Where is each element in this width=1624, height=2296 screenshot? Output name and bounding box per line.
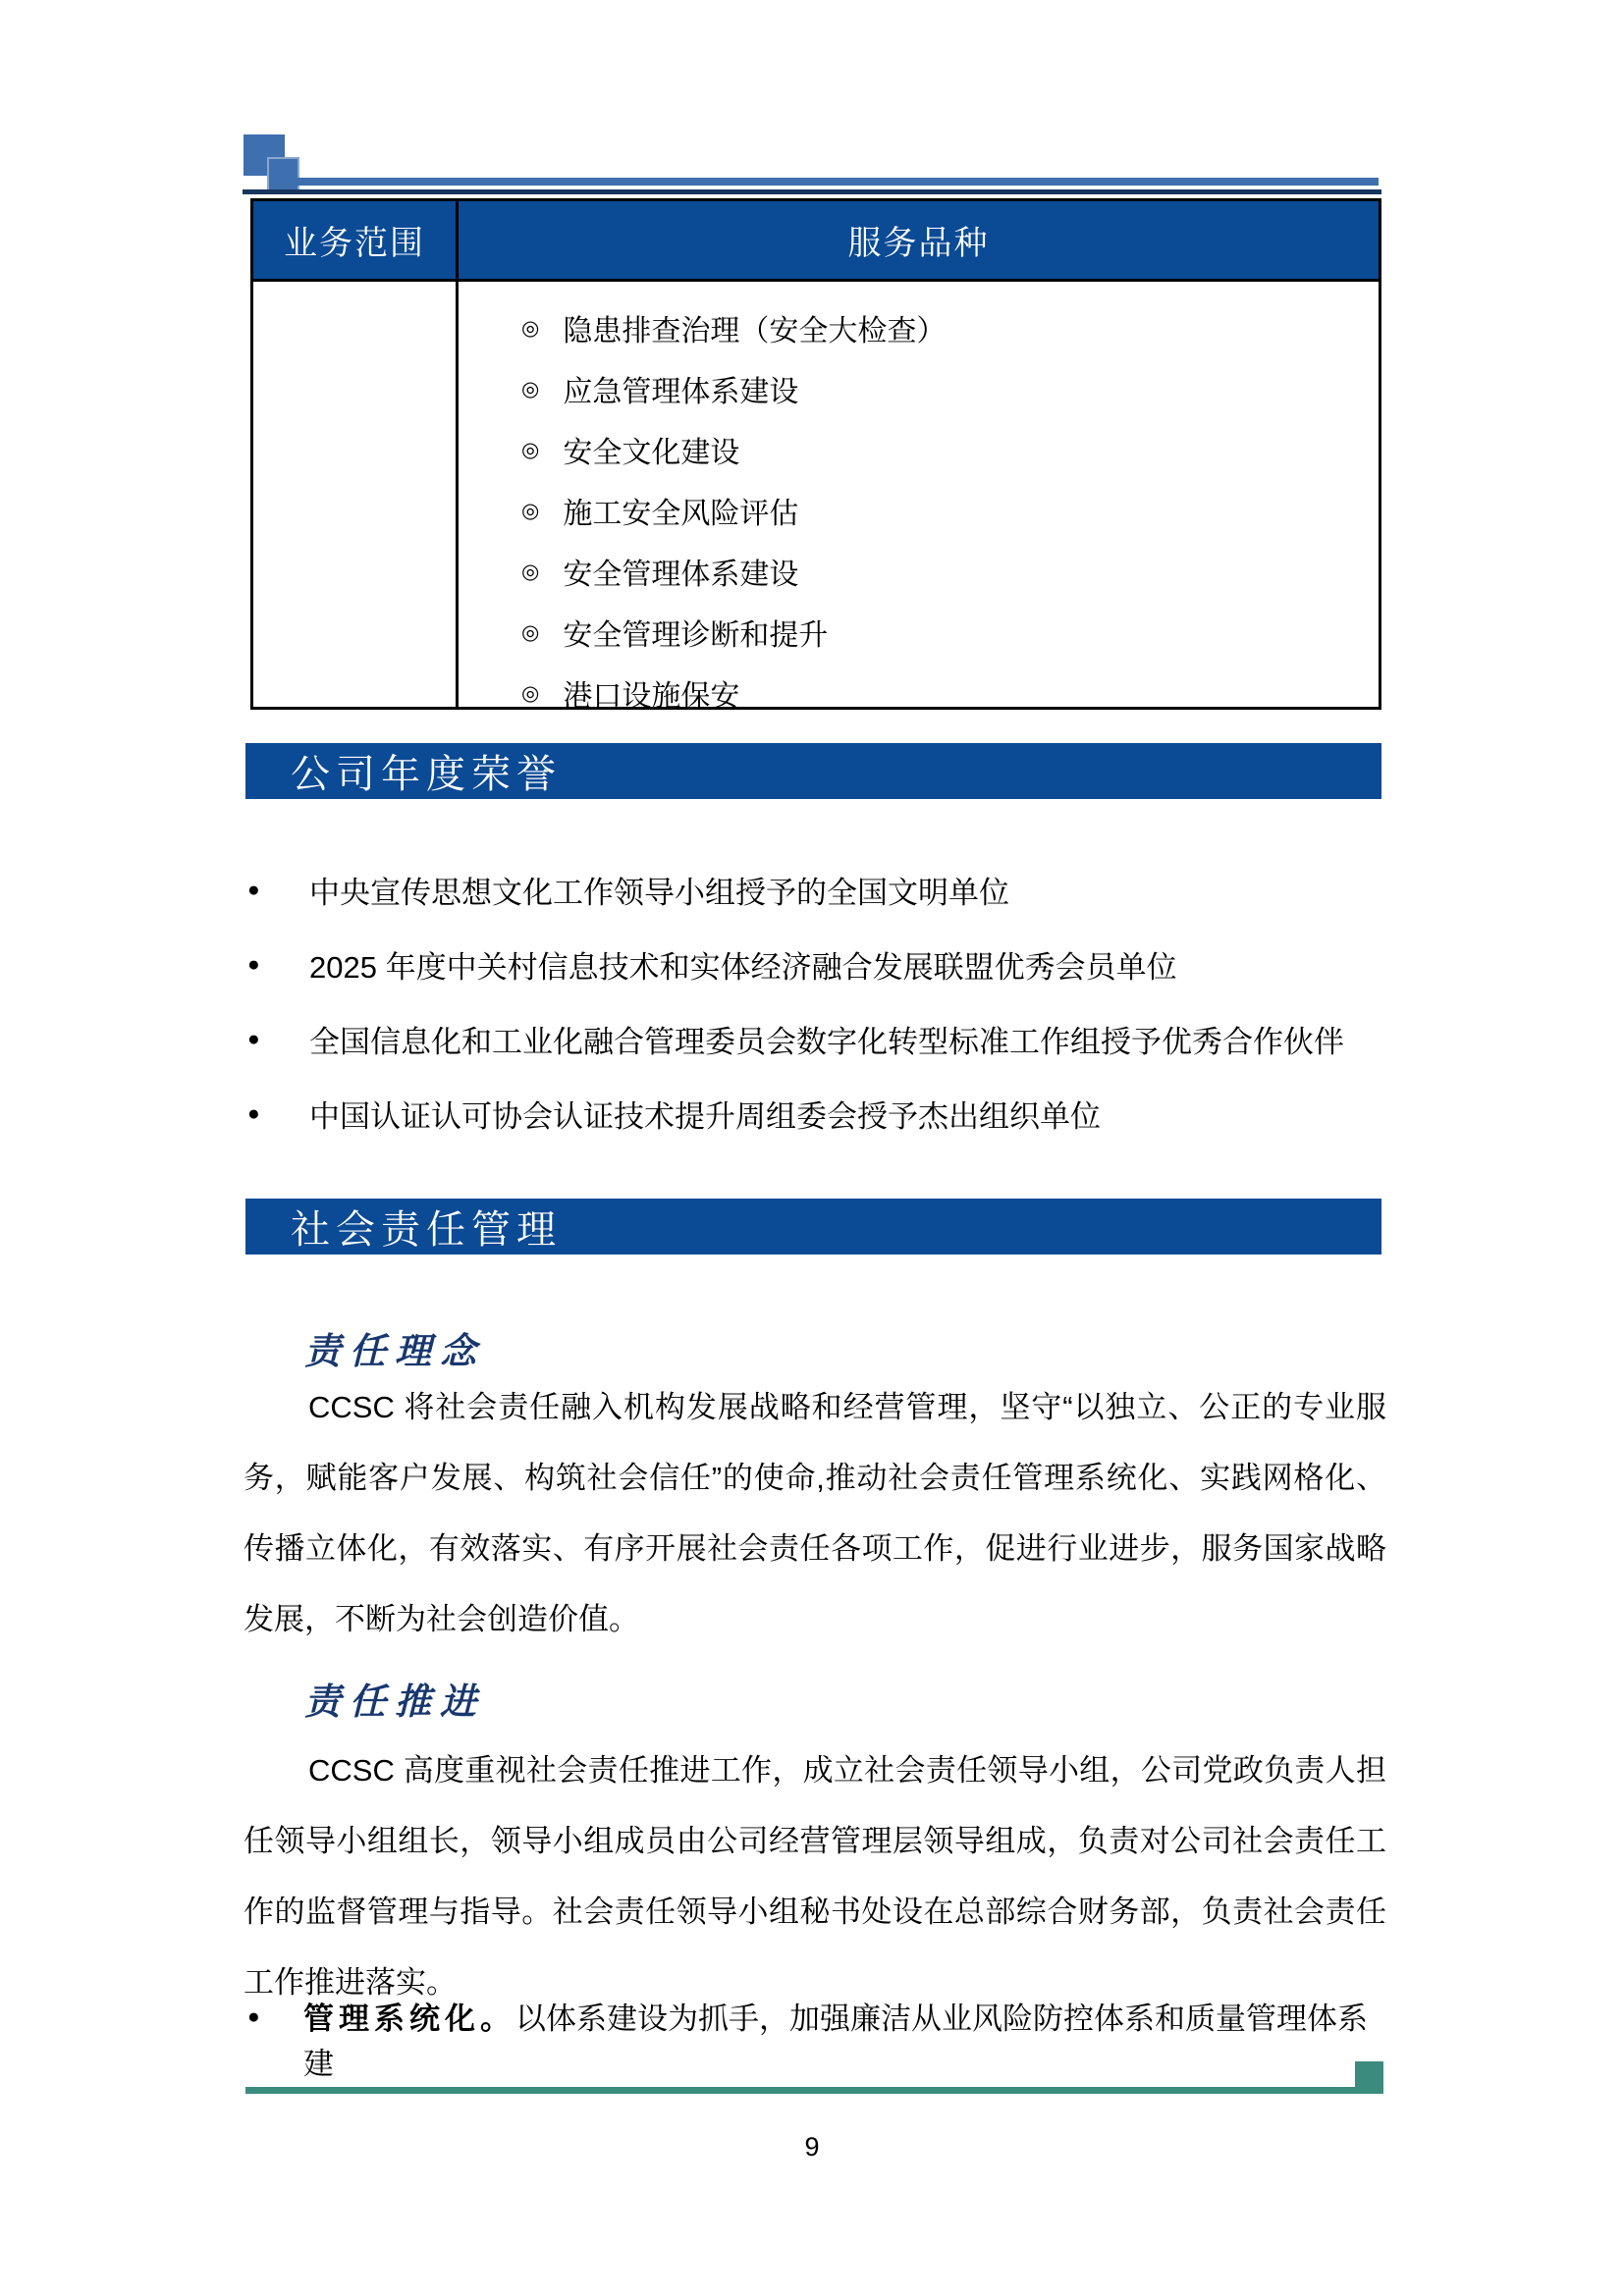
service-list-item <box>521 297 1379 358</box>
subsection-heading-promotion: 责任推进 <box>304 1680 485 1723</box>
circled-bullet-icon: ◎ <box>521 560 540 583</box>
dot-bullet-icon: ● <box>247 2005 260 2028</box>
footer-accent-square <box>1355 2061 1383 2094</box>
service-label: 港口设施保安 <box>563 680 740 713</box>
highlight-text <box>303 1997 1396 2087</box>
honor-label: 中央宣传思想文化工作领导小组授予的全国文明单位 <box>309 875 1009 910</box>
honor-list-item <box>247 927 1391 1001</box>
highlight-list-item <box>247 1997 1396 2087</box>
paragraph-csr-promotion: CCSC 高度重视社会责任推进工作，成立社会责任领导小组，公司党政负责人担任领导小组组长，领导小组成员由公司经营管理层领导组成，负责对公司社会责任工作的监督管理与指导。社会责任领导小组秘书处设在总部综合财务部，负责社会责任工作推进落实。 <box>244 1753 1386 2000</box>
highlight-lead-bold: 管理系统化。 <box>303 2002 515 2036</box>
section-title-csr: 社会责任管理 <box>245 1199 1381 1255</box>
circled-bullet-icon: ◎ <box>521 438 540 461</box>
services-table-header-types: 服务品种 <box>847 225 990 262</box>
service-label: 安全管理体系建设 <box>563 559 799 591</box>
service-list-item <box>521 419 1379 480</box>
footer-rule <box>245 2087 1383 2094</box>
dot-bullet-icon: ● <box>247 1101 260 1125</box>
honor-list-item <box>247 1001 1391 1076</box>
service-label: 安全管理诊断和提升 <box>563 619 829 652</box>
dot-bullet-icon: ● <box>247 1027 260 1050</box>
subsection-heading-concept: 责任理念 <box>304 1329 485 1372</box>
service-label: 安全文化建设 <box>563 437 740 469</box>
honors-list <box>247 852 1391 1150</box>
service-list-item <box>521 480 1379 541</box>
honor-label: 2025 年度中关村信息技术和实体经济融合发展联盟优秀会员单位 <box>309 949 1177 985</box>
service-label: 施工安全风险评估 <box>563 498 799 530</box>
section-title-honors: 公司年度荣誉 <box>245 743 1381 799</box>
honor-label: 中国认证认可协会认证技术提升周组委会授予杰出组织单位 <box>309 1098 1101 1134</box>
circled-bullet-icon: ◎ <box>521 316 540 340</box>
service-list-item <box>521 602 1379 663</box>
highlight-body: 以体系建设为抓手，加强廉洁从业风险防控体系和质量管理体系建 <box>303 2002 1368 2081</box>
services-table-types-cell <box>459 282 1379 713</box>
circled-bullet-icon: ◎ <box>521 499 540 522</box>
service-label: 应急管理体系建设 <box>563 376 799 408</box>
service-list-item <box>521 358 1379 419</box>
honor-label: 全国信息化和工业化融合管理委员会数字化转型标准工作组授予优秀合作伙伴 <box>309 1024 1344 1059</box>
circled-bullet-icon: ◎ <box>521 377 540 400</box>
services-table <box>250 198 1381 713</box>
services-table-body-row <box>253 282 1379 713</box>
dot-bullet-icon: ● <box>247 878 260 901</box>
circled-bullet-icon: ◎ <box>521 620 540 644</box>
service-list-item <box>521 541 1379 602</box>
circled-bullet-icon: ◎ <box>521 681 540 705</box>
page-number: 9 <box>804 2132 820 2162</box>
paragraph-csr-concept: CCSC 将社会责任融入机构发展战略和经营管理，坚守“以独立、公正的专业服务，赋能客户发展、构筑社会信任”的使命,推动社会责任管理系统化、实践网格化、传播立体化，有效落实、有序开展社会责任各项工作，促进行业进步，服务国家战略发展，不断为社会创造价值。 <box>244 1390 1386 1636</box>
honor-list-item <box>247 852 1391 927</box>
services-table-header-scope: 业务范围 <box>253 201 459 279</box>
honor-list-item <box>247 1076 1391 1150</box>
services-table-header-row <box>253 201 1379 282</box>
services-table-scope-cell <box>253 282 459 707</box>
header-rule-top <box>298 178 1379 186</box>
dot-bullet-icon: ● <box>247 952 260 976</box>
header-rule-bottom <box>243 189 1381 194</box>
service-label: 隐患排查治理（安全大检查） <box>563 315 947 347</box>
service-list-item <box>521 663 1379 723</box>
corner-accent-square-small <box>267 157 299 191</box>
